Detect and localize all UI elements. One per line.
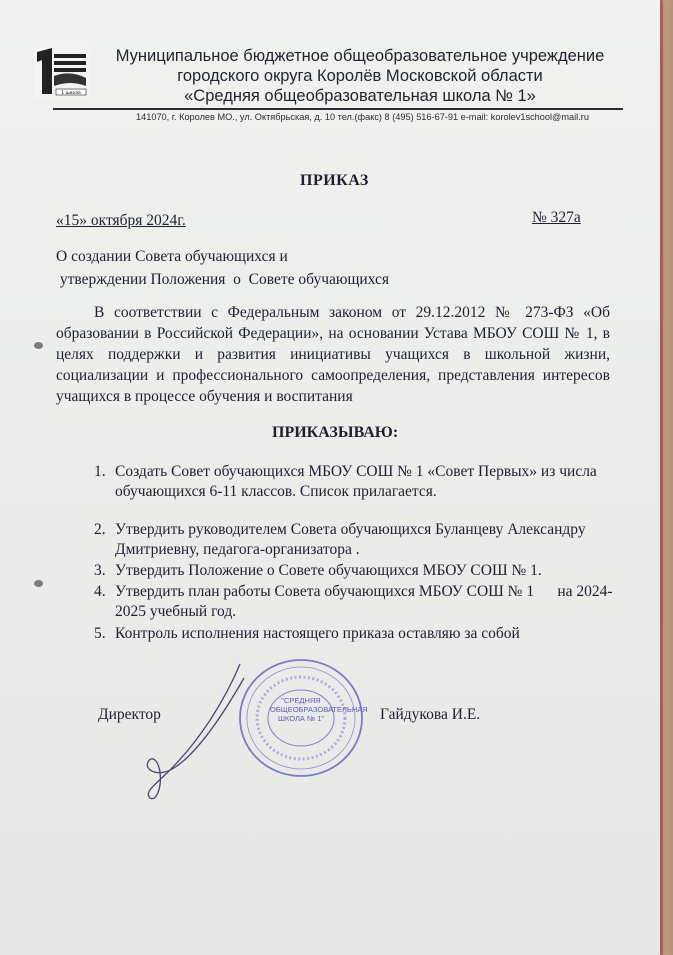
document-number: № 327а [532, 209, 581, 226]
signature-name: Гайдукова И.Е. [380, 706, 481, 723]
item-number: 3. [94, 562, 106, 579]
preamble-paragraph: В соответствии с Федеральным законом от 29.12.2012 № 273-ФЗ «Об образовании в Российской Федерации», на основании Устава МБОУ СОШ № 1, в целях поддержки и развития инициативы учащихся в школьной жизни, социализации и профессионального самоопределения, представления интересов учащихся в процессе обучения и воспитания [56, 304, 610, 405]
item-text: Контроль исполнения настоящего приказа оставляю за собой [115, 625, 520, 642]
punch-hole-bottom [34, 580, 43, 587]
subject-line-1: О создании Совета обучающихся и [56, 248, 288, 265]
item-number: 5. [94, 625, 106, 642]
organization-header [100, 46, 620, 106]
orders-heading: ПРИКАЗЫВАЮ: [272, 424, 399, 441]
stamp-center-text: "СРЕДНЯЯ ОБЩЕОБРАЗОВАТЕЛЬНАЯ ШКОЛА № 1" [270, 696, 368, 723]
director-signature [140, 660, 260, 800]
item-number: 4. [94, 583, 106, 600]
list-item [94, 624, 614, 644]
list-item [94, 462, 614, 502]
org-line-1: Муниципальное бюджетное общеобразовательное учреждение [115, 47, 605, 65]
signature-position: Директор [98, 706, 161, 723]
item-number: 2. [94, 521, 106, 538]
punch-hole-top [34, 342, 43, 349]
document-title: ПРИКАЗ [300, 172, 369, 189]
org-line-3: «Средняя общеобразовательная школа № 1» [184, 87, 536, 105]
document-date: «15» октября 2024г. [56, 212, 186, 229]
contact-address: 141070, г. Королев МО., ул. Октябрьская, д. 10 тел.(факс) 8 (495) 516-67-91 e-mail: korolev1school@mail.ru [136, 112, 589, 122]
school-logo-icon [34, 46, 90, 98]
item-number: 1. [94, 463, 106, 480]
item-text: Утвердить Положение о Совете обучающихся МБОУ СОШ № 1. [115, 562, 542, 579]
item-text: Утвердить руководителем Совета обучающихся Буланцеву Александру Дмитриевну, педагога-организатора . [115, 521, 586, 558]
org-line-2: городского округа Королёв Московской области [177, 67, 543, 85]
logo-caption: 1 школа [61, 91, 81, 96]
header-divider [53, 108, 623, 110]
list-item [94, 582, 614, 622]
subject-line-2: утверждении Положения о Совете обучающихся [56, 271, 390, 288]
item-text: Утвердить план работы Совета обучающихся МБОУ СОШ № 1 на 2024-2025 учебный год. [115, 583, 613, 620]
page-edge [660, 0, 663, 955]
item-text: Создать Совет обучающихся МБОУ СОШ № 1 «Совет Первых» из числа обучающихся 6-11 классов. Список прилагается. [115, 463, 597, 500]
list-item [94, 561, 614, 581]
list-item [94, 520, 614, 560]
